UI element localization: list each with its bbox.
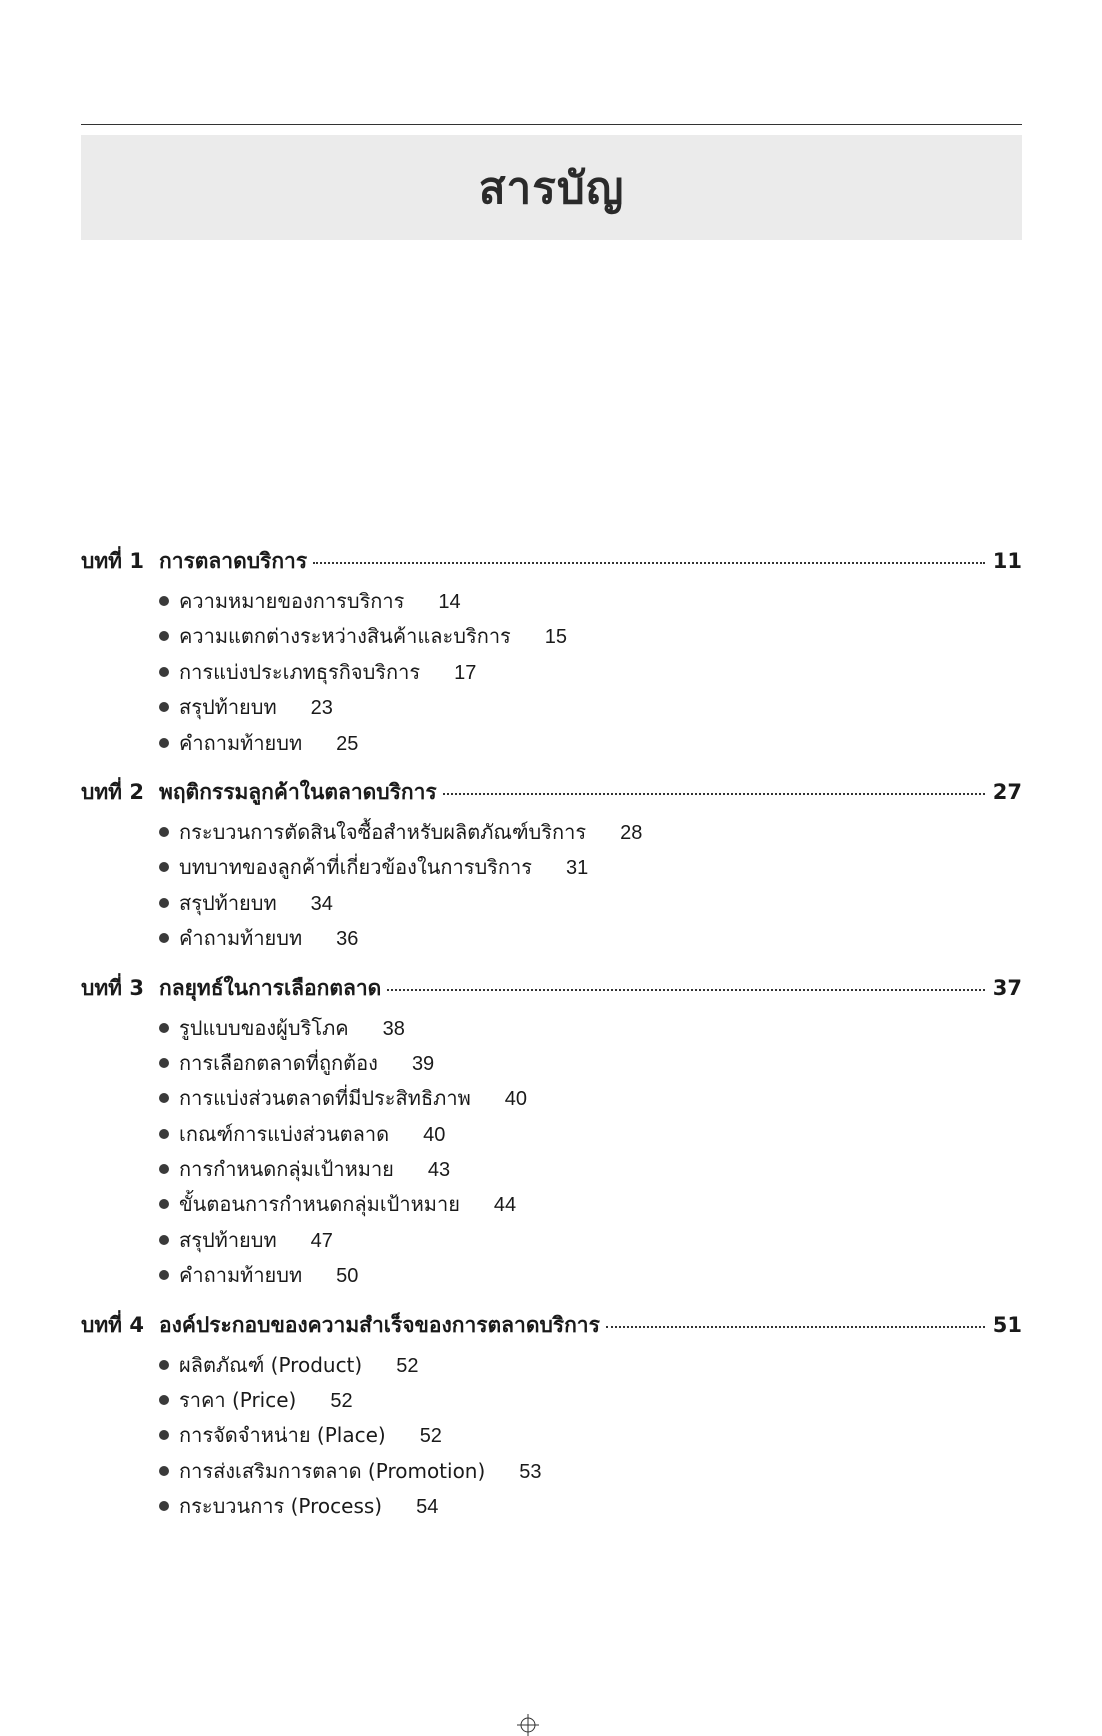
bullet-icon xyxy=(159,862,169,872)
chapter-item-list xyxy=(81,585,1022,762)
item-page-number: 38 xyxy=(382,1017,405,1040)
item-label: ผลิตภัณฑ์ (Product) xyxy=(179,1352,363,1377)
chapter-title: กลยุทธ์ในการเลือกตลาด xyxy=(159,975,382,1000)
item-label: คำถามท้ายบท xyxy=(179,730,303,755)
item-page-number: 23 xyxy=(310,697,333,720)
dot-leader xyxy=(443,793,985,795)
chapter-section xyxy=(81,545,1022,762)
bullet-icon xyxy=(159,1466,169,1476)
page-title: สารบัญ xyxy=(478,162,625,214)
list-item[interactable] xyxy=(159,585,1022,620)
chapter-page-number: 37 xyxy=(992,975,1022,1000)
chapter-title: พฤติกรรมลูกค้าในตลาดบริการ xyxy=(159,779,437,804)
dot-leader xyxy=(387,989,985,991)
list-item[interactable] xyxy=(159,922,1022,957)
item-page-number: 40 xyxy=(423,1123,446,1146)
item-page-number: 40 xyxy=(504,1088,527,1111)
bullet-icon xyxy=(159,631,169,641)
item-page-number: 25 xyxy=(336,732,359,755)
list-item[interactable] xyxy=(159,1118,1022,1153)
list-item[interactable] xyxy=(159,1419,1022,1454)
item-page-number: 44 xyxy=(493,1194,517,1217)
item-page-number: 43 xyxy=(427,1159,451,1182)
chapter-section xyxy=(81,776,1022,958)
chapter-section xyxy=(81,972,1022,1295)
item-label: การเลือกตลาดที่ถูกต้อง xyxy=(179,1050,378,1075)
item-label: การจัดจำหน่าย (Place) xyxy=(179,1423,386,1448)
item-page-number: 50 xyxy=(336,1265,359,1288)
dot-leader xyxy=(313,562,985,564)
item-page-number: 28 xyxy=(620,821,643,844)
chapter-title: องค์ประกอบของความสำเร็จของการตลาดบริการ xyxy=(159,1312,600,1337)
item-page-number: 47 xyxy=(310,1229,333,1252)
bullet-icon xyxy=(159,827,169,837)
item-page-number: 31 xyxy=(565,857,589,880)
bullet-icon xyxy=(159,1023,169,1033)
item-page-number: 53 xyxy=(519,1460,542,1483)
list-item[interactable] xyxy=(159,656,1022,691)
item-label: การแบ่งประเภทธุรกิจบริการ xyxy=(179,659,421,684)
chapter-number: บทที่ 3 xyxy=(81,975,144,1000)
item-label: คำถามท้ายบท xyxy=(179,926,303,951)
bullet-icon xyxy=(159,1501,169,1511)
item-label: กระบวนการ (Process) xyxy=(179,1494,383,1519)
list-item[interactable] xyxy=(159,1188,1022,1223)
chapter-page-number: 11 xyxy=(992,549,1022,573)
chapter-page-number: 27 xyxy=(992,779,1022,804)
bullet-icon xyxy=(159,1360,169,1370)
item-label: การส่งเสริมการตลาด (Promotion) xyxy=(179,1458,486,1483)
item-page-number: 52 xyxy=(396,1354,419,1377)
bullet-icon xyxy=(159,1430,169,1440)
title-band xyxy=(81,135,1022,240)
item-label: ขั้นตอนการกำหนดกลุ่มเป้าหมาย xyxy=(179,1192,460,1217)
bullet-icon xyxy=(159,933,169,943)
bullet-icon xyxy=(159,1093,169,1103)
list-item[interactable] xyxy=(159,1349,1022,1384)
list-item[interactable] xyxy=(159,1490,1022,1525)
item-label: รูปแบบของผู้บริโภค xyxy=(179,1015,349,1040)
list-item[interactable] xyxy=(159,851,1022,886)
bullet-icon xyxy=(159,1129,169,1139)
item-label: สรุปท้ายบท xyxy=(179,890,277,915)
bullet-icon xyxy=(159,1395,169,1405)
list-item[interactable] xyxy=(159,816,1022,851)
bullet-icon xyxy=(159,898,169,908)
list-item[interactable] xyxy=(159,1384,1022,1419)
chapter-heading[interactable] xyxy=(81,545,1022,585)
list-item[interactable] xyxy=(159,1082,1022,1117)
chapter-section xyxy=(81,1309,1022,1526)
chapter-item-list xyxy=(81,1349,1022,1526)
item-page-number: 17 xyxy=(454,661,477,684)
chapter-page-number: 51 xyxy=(992,1312,1022,1337)
dot-leader xyxy=(606,1326,985,1328)
list-item[interactable] xyxy=(159,1259,1022,1294)
bullet-icon xyxy=(159,596,169,606)
list-item[interactable] xyxy=(159,1012,1022,1047)
chapter-number: บทที่ 2 xyxy=(81,779,144,804)
list-item[interactable] xyxy=(159,1224,1022,1259)
chapter-number: บทที่ 1 xyxy=(81,549,144,573)
item-label: ความแตกต่างระหว่างสินค้าและบริการ xyxy=(179,624,511,649)
chapter-heading[interactable] xyxy=(81,1309,1022,1349)
item-page-number: 36 xyxy=(336,928,359,951)
item-label: บทบาทของลูกค้าที่เกี่ยวข้องในการบริการ xyxy=(179,855,532,880)
item-page-number: 52 xyxy=(419,1425,442,1448)
bullet-icon xyxy=(159,1235,169,1245)
list-item[interactable] xyxy=(159,1455,1022,1490)
chapter-heading[interactable] xyxy=(81,972,1022,1012)
item-page-number: 54 xyxy=(416,1496,439,1519)
item-label: สรุปท้ายบท xyxy=(179,1227,277,1252)
item-page-number: 15 xyxy=(544,626,568,649)
item-page-number: 34 xyxy=(310,892,333,915)
item-page-number: 39 xyxy=(411,1052,435,1075)
chapter-number: บทที่ 4 xyxy=(81,1312,144,1337)
item-label: คำถามท้ายบท xyxy=(179,1263,303,1288)
list-item[interactable] xyxy=(159,1153,1022,1188)
item-label: ความหมายของการบริการ xyxy=(179,589,405,613)
item-label: การแบ่งส่วนตลาดที่มีประสิทธิภาพ xyxy=(179,1086,471,1111)
bullet-icon xyxy=(159,1199,169,1209)
list-item[interactable] xyxy=(159,887,1022,922)
list-item[interactable] xyxy=(159,620,1022,655)
bullet-icon xyxy=(159,1270,169,1280)
registration-mark-icon xyxy=(517,1714,539,1736)
item-label: กระบวนการตัดสินใจซื้อสำหรับผลิตภัณฑ์บริการ xyxy=(179,819,587,844)
bullet-icon xyxy=(159,667,169,677)
item-label: สรุปท้ายบท xyxy=(179,695,277,720)
bullet-icon xyxy=(159,738,169,748)
list-item[interactable] xyxy=(159,1047,1022,1082)
chapter-title: การตลาดบริการ xyxy=(159,549,308,573)
list-item[interactable] xyxy=(159,727,1022,762)
item-page-number: 52 xyxy=(330,1390,353,1413)
chapter-heading[interactable] xyxy=(81,776,1022,816)
chapter-item-list xyxy=(81,1012,1022,1295)
item-label: การกำหนดกลุ่มเป้าหมาย xyxy=(179,1157,394,1182)
table-of-contents xyxy=(81,545,1022,1540)
bullet-icon xyxy=(159,1058,169,1068)
item-label: ราคา (Price) xyxy=(179,1388,297,1413)
item-page-number: 14 xyxy=(438,591,461,613)
chapter-item-list xyxy=(81,816,1022,958)
bullet-icon xyxy=(159,1164,169,1174)
bullet-icon xyxy=(159,702,169,712)
top-rule xyxy=(81,124,1022,125)
list-item[interactable] xyxy=(159,691,1022,726)
item-label: เกณฑ์การแบ่งส่วนตลาด xyxy=(179,1121,390,1146)
